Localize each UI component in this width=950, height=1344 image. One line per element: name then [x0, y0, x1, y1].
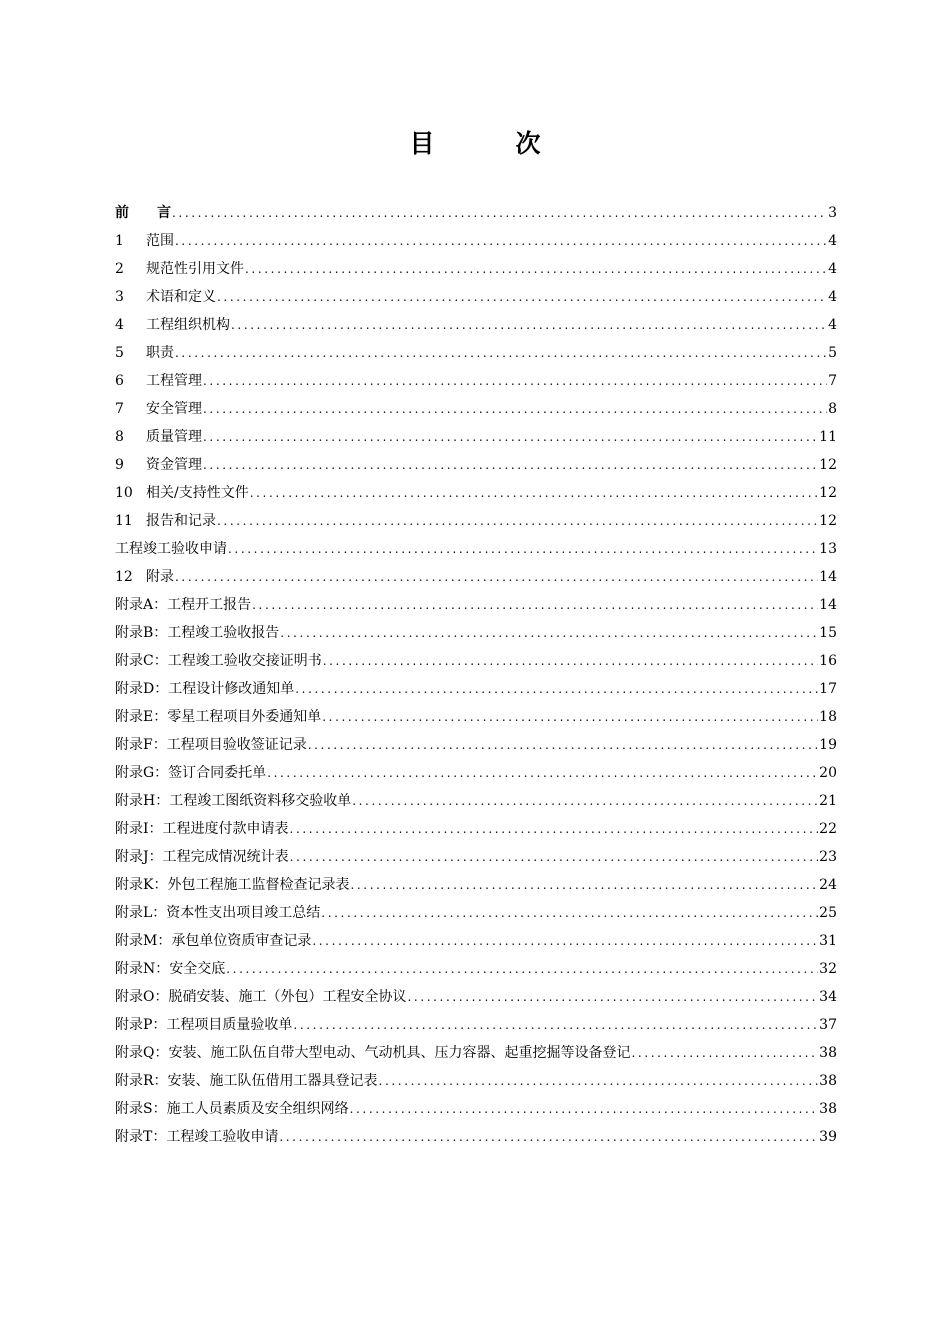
toc-entry-label: 附录E：零星工程项目外委通知单	[115, 709, 322, 725]
toc-entry[interactable]	[115, 899, 837, 927]
toc-dot-leader	[245, 255, 827, 283]
toc-entry[interactable]	[115, 703, 837, 731]
toc-dot-leader	[203, 367, 827, 395]
toc-dot-leader	[175, 227, 827, 255]
toc-entry-page: 4	[828, 233, 837, 249]
toc-entry-label: 附录O：脱硝安装、施工（外包）工程安全协议	[115, 989, 407, 1005]
toc-entry[interactable]	[115, 843, 837, 871]
toc-dot-leader	[295, 675, 818, 703]
toc-entry-page: 14	[819, 597, 837, 613]
toc-entry-label: 附录B：工程竣工验收报告	[115, 625, 280, 641]
toc-entry-label: 附录T：工程竣工验收申请	[115, 1129, 279, 1145]
toc-dot-leader	[175, 339, 827, 367]
page-title: 目 次	[409, 129, 569, 158]
toc-entry[interactable]	[115, 367, 837, 395]
toc-entry-page: 38	[819, 1045, 837, 1061]
toc-entry-number: 3	[115, 289, 124, 305]
toc-entry-label: 附录H：工程竣工图纸资料移交验收单	[115, 793, 352, 809]
toc-entry-page: 8	[828, 401, 837, 417]
toc-entry[interactable]	[115, 479, 837, 507]
toc-entry-number: 11	[115, 513, 133, 529]
toc-entry-label: 质量管理	[146, 429, 202, 445]
toc-entry-page: 4	[828, 261, 837, 277]
toc-dot-leader	[290, 815, 819, 843]
toc-entry-label: 附录	[146, 569, 174, 585]
toc-entry-number: 9	[115, 457, 124, 473]
toc-entry-page: 22	[819, 821, 837, 837]
toc-entry-label: 工程竣工验收申请	[115, 541, 227, 557]
table-of-contents	[115, 199, 837, 1151]
toc-entry-number: 8	[115, 429, 124, 445]
toc-dot-leader	[322, 703, 818, 731]
toc-entry-label: 规范性引用文件	[146, 261, 244, 277]
toc-dot-leader	[217, 283, 827, 311]
toc-entry[interactable]	[115, 1067, 837, 1095]
toc-dot-leader	[250, 479, 818, 507]
toc-dot-leader	[350, 871, 818, 899]
toc-dot-leader	[228, 535, 818, 563]
toc-entry-page: 19	[819, 737, 837, 753]
toc-entry-page: 3	[828, 205, 837, 221]
toc-entry-label: 工程管理	[146, 373, 202, 389]
toc-entry-label: 附录I：工程进度付款申请表	[115, 821, 289, 837]
toc-entry-label: 附录F：工程项目验收签证记录	[115, 737, 307, 753]
toc-entry-label: 术语和定义	[146, 289, 216, 305]
toc-dot-leader	[379, 1067, 819, 1095]
toc-entry-label: 职责	[146, 345, 174, 361]
toc-dot-leader	[312, 927, 818, 955]
toc-entry[interactable]	[115, 591, 837, 619]
toc-dot-leader	[175, 563, 818, 591]
toc-dot-leader	[217, 507, 818, 535]
toc-entry-page: 18	[819, 709, 837, 725]
toc-dot-leader	[203, 423, 818, 451]
toc-dot-leader	[350, 1095, 819, 1123]
toc-dot-leader	[321, 899, 818, 927]
toc-entry-number: 5	[115, 345, 124, 361]
toc-entry-page: 37	[819, 1017, 837, 1033]
toc-entry-label: 附录M：承包单位资质审查记录	[115, 933, 312, 949]
toc-dot-leader	[172, 199, 827, 227]
toc-entry[interactable]	[115, 339, 837, 367]
toc-entry-label: 工程组织机构	[146, 317, 230, 333]
toc-entry-label: 附录D：工程设计修改通知单	[115, 681, 295, 697]
toc-entry-page: 16	[819, 653, 837, 669]
toc-entry-page: 5	[828, 345, 837, 361]
toc-entry-label: 范围	[146, 233, 174, 249]
toc-dot-leader	[293, 1011, 818, 1039]
toc-entry[interactable]	[115, 563, 837, 591]
toc-entry[interactable]	[115, 927, 837, 955]
toc-entry-number: 7	[115, 401, 124, 417]
toc-dot-leader	[267, 759, 818, 787]
toc-dot-leader	[226, 955, 818, 983]
toc-entry[interactable]	[115, 955, 837, 983]
toc-entry[interactable]	[115, 535, 837, 563]
toc-entry-label: 附录K：外包工程施工监督检查记录表	[115, 877, 350, 893]
toc-entry-page: 4	[828, 289, 837, 305]
toc-entry[interactable]	[115, 647, 837, 675]
toc-entry-page: 15	[819, 625, 837, 641]
toc-entry[interactable]	[115, 1095, 837, 1123]
toc-entry-label: 附录A：工程开工报告	[115, 597, 252, 613]
toc-dot-leader	[323, 647, 818, 675]
toc-entry-number: 4	[115, 317, 124, 333]
toc-entry-page: 38	[819, 1073, 837, 1089]
toc-entry-page: 24	[819, 877, 837, 893]
toc-entry-label: 附录L：资本性支出项目竣工总结	[115, 905, 321, 921]
toc-entry-number: 12	[115, 569, 133, 585]
toc-entry[interactable]	[115, 759, 837, 787]
toc-dot-leader	[203, 451, 818, 479]
toc-entry-label: 相关/支持性文件	[146, 485, 249, 501]
toc-entry[interactable]	[115, 423, 837, 451]
toc-entry[interactable]	[115, 619, 837, 647]
toc-dot-leader	[407, 983, 818, 1011]
toc-dot-leader	[279, 1123, 818, 1151]
toc-entry-label: 附录N：安全交底	[115, 961, 226, 977]
toc-dot-leader	[290, 843, 819, 871]
toc-dot-leader	[280, 619, 818, 647]
toc-entry-label: 附录J：工程完成情况统计表	[115, 849, 289, 865]
toc-dot-leader	[203, 395, 827, 423]
toc-entry-label: 资金管理	[146, 457, 202, 473]
toc-entry-page: 34	[819, 989, 837, 1005]
toc-entry-number: 10	[115, 485, 133, 501]
toc-entry-page: 4	[828, 317, 837, 333]
toc-entry-label: 前 言	[115, 205, 171, 221]
toc-entry-number: 6	[115, 373, 124, 389]
toc-entry[interactable]	[115, 731, 837, 759]
toc-entry-page: 25	[819, 905, 837, 921]
toc-dot-leader	[252, 591, 818, 619]
toc-entry[interactable]	[115, 199, 837, 227]
toc-entry-page: 20	[819, 765, 837, 781]
toc-entry-page: 7	[828, 373, 837, 389]
toc-entry-page: 12	[819, 485, 837, 501]
toc-entry[interactable]	[115, 815, 837, 843]
toc-entry-page: 13	[819, 541, 837, 557]
toc-entry-label: 附录C：工程竣工验收交接证明书	[115, 653, 322, 669]
toc-entry[interactable]	[115, 395, 837, 423]
toc-entry-page: 31	[819, 933, 837, 949]
toc-entry[interactable]	[115, 787, 837, 815]
toc-entry-label: 附录P：工程项目质量验收单	[115, 1017, 293, 1033]
toc-entry-page: 12	[819, 513, 837, 529]
toc-entry[interactable]	[115, 283, 837, 311]
toc-entry[interactable]	[115, 1123, 837, 1151]
toc-entry-page: 14	[819, 569, 837, 585]
toc-entry-label: 安全管理	[146, 401, 202, 417]
toc-entry[interactable]	[115, 675, 837, 703]
toc-entry-number: 2	[115, 261, 124, 277]
toc-entry[interactable]	[115, 451, 837, 479]
toc-entry[interactable]	[115, 1039, 837, 1067]
toc-entry-page: 12	[819, 457, 837, 473]
toc-entry[interactable]	[115, 871, 837, 899]
toc-entry-label: 附录G：签订合同委托单	[115, 765, 267, 781]
toc-entry[interactable]	[115, 311, 837, 339]
toc-entry-page: 21	[819, 793, 837, 809]
toc-entry-page: 32	[819, 961, 837, 977]
toc-entry-page: 23	[819, 849, 837, 865]
toc-entry[interactable]	[115, 227, 837, 255]
toc-entry[interactable]	[115, 983, 837, 1011]
toc-entry-page: 38	[819, 1101, 837, 1117]
toc-entry-label: 报告和记录	[146, 513, 216, 529]
toc-entry-label: 附录R：安装、施工队伍借用工器具登记表	[115, 1073, 378, 1089]
toc-entry[interactable]	[115, 507, 837, 535]
toc-entry[interactable]	[115, 255, 837, 283]
toc-dot-leader	[231, 311, 827, 339]
toc-dot-leader	[352, 787, 818, 815]
toc-entry-page: 39	[819, 1129, 837, 1145]
toc-entry-number: 1	[115, 233, 124, 249]
toc-entry-page: 11	[819, 429, 837, 445]
toc-entry-page: 17	[819, 681, 837, 697]
toc-entry-label: 附录Q：安装、施工队伍自带大型电动、气动机具、压力容器、起重挖掘等设备登记	[115, 1045, 631, 1061]
toc-dot-leader	[308, 731, 818, 759]
toc-entry-label: 附录S：施工人员素质及安全组织网络	[115, 1101, 349, 1117]
toc-dot-leader	[631, 1039, 818, 1067]
toc-entry[interactable]	[115, 1011, 837, 1039]
